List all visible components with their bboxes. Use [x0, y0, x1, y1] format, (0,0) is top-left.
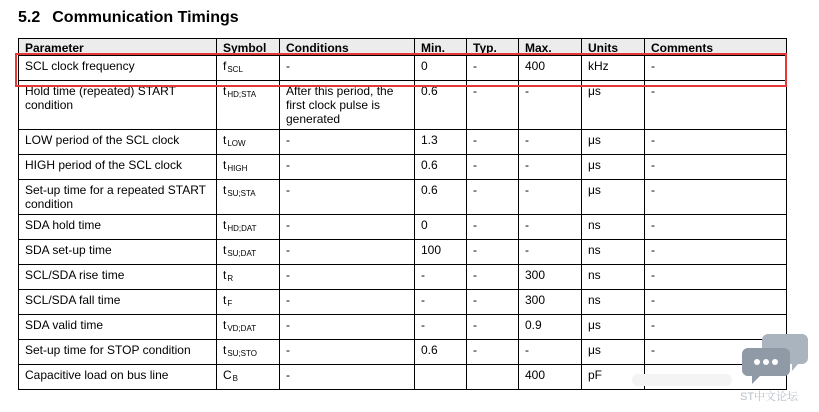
cell-max: -: [519, 180, 582, 215]
section-title: Communication Timings: [52, 9, 239, 26]
symbol-main: t: [223, 133, 227, 147]
cell-min: 0.6: [415, 180, 467, 215]
cell-units: μs: [582, 180, 645, 215]
cell-symbol: [217, 56, 280, 81]
cell-symbol: [217, 365, 280, 390]
cell-symbol: [217, 180, 280, 215]
cell-max: 400: [519, 56, 582, 81]
cell-min: 0.6: [415, 340, 467, 365]
cell-comments: -: [645, 215, 787, 240]
cell-comments: -: [645, 56, 787, 81]
symbol-subscript: F: [227, 299, 233, 308]
cell-units: kHz: [582, 56, 645, 81]
col-header-conditions: Conditions: [280, 39, 415, 56]
cell-conditions: -: [280, 365, 415, 390]
cell-units: μs: [582, 155, 645, 180]
cell-units: ns: [582, 215, 645, 240]
cell-conditions: -: [280, 56, 415, 81]
symbol-main: t: [223, 293, 227, 307]
cell-comments: -: [645, 81, 787, 130]
cell-symbol: [217, 130, 280, 155]
col-header-symbol: Symbol: [217, 39, 280, 56]
col-header-max: Max.: [519, 39, 582, 56]
cell-comments: -: [645, 240, 787, 265]
cell-comments: -: [645, 130, 787, 155]
watermark-text: ST中文论坛: [740, 391, 799, 403]
cell-conditions: -: [280, 315, 415, 340]
cell-max: -: [519, 215, 582, 240]
cell-max: -: [519, 81, 582, 130]
watermark-blur: [632, 374, 732, 386]
section-number: 5.2: [18, 9, 41, 26]
cell-max: 300: [519, 265, 582, 290]
cell-min: [415, 365, 467, 390]
table-row: [19, 240, 787, 265]
cell-min: -: [415, 315, 467, 340]
symbol-subscript: VD;DAT: [227, 324, 257, 333]
symbol-main: t: [223, 343, 227, 357]
cell-min: 0.6: [415, 155, 467, 180]
cell-max: -: [519, 240, 582, 265]
symbol-main: C: [223, 368, 232, 382]
cell-typ: -: [467, 81, 519, 130]
cell-parameter: SDA set-up time: [19, 240, 217, 265]
cell-units: μs: [582, 340, 645, 365]
table-row: [19, 130, 787, 155]
symbol-main: t: [223, 158, 227, 172]
cell-symbol: [217, 215, 280, 240]
cell-conditions: -: [280, 265, 415, 290]
cell-parameter: Set-up time for STOP condition: [19, 340, 217, 365]
table-row: [19, 56, 787, 81]
cell-max: 0.9: [519, 315, 582, 340]
cell-comments: -: [645, 290, 787, 315]
cell-parameter: Hold time (repeated) START condition: [19, 81, 217, 130]
symbol-main: t: [223, 218, 227, 232]
cell-typ: -: [467, 180, 519, 215]
cell-parameter: SDA hold time: [19, 215, 217, 240]
cell-max: 300: [519, 290, 582, 315]
cell-min: -: [415, 290, 467, 315]
cell-typ: -: [467, 155, 519, 180]
table-header-row: [19, 39, 787, 56]
cell-parameter: Capacitive load on bus line: [19, 365, 217, 390]
cell-conditions: -: [280, 240, 415, 265]
cell-parameter: SCL clock frequency: [19, 56, 217, 81]
cell-symbol: [217, 315, 280, 340]
cell-comments: -: [645, 155, 787, 180]
cell-min: 1.3: [415, 130, 467, 155]
cell-comments: -: [645, 340, 787, 365]
symbol-subscript: SU;STA: [227, 189, 256, 198]
cell-symbol: [217, 240, 280, 265]
table-row: [19, 265, 787, 290]
cell-conditions: After this period, the first clock pulse is generated: [280, 81, 415, 130]
cell-typ: -: [467, 56, 519, 81]
table-row: [19, 215, 787, 240]
symbol-subscript: SU;DAT: [227, 249, 257, 258]
cell-symbol: [217, 290, 280, 315]
cell-parameter: SCL/SDA rise time: [19, 265, 217, 290]
cell-symbol: [217, 81, 280, 130]
cell-parameter: SCL/SDA fall time: [19, 290, 217, 315]
cell-units: ns: [582, 265, 645, 290]
cell-typ: [467, 365, 519, 390]
cell-typ: -: [467, 340, 519, 365]
symbol-subscript: SU;STO: [227, 349, 257, 358]
col-header-min: Min.: [415, 39, 467, 56]
col-header-parameter: Parameter: [19, 39, 217, 56]
watermark: [632, 322, 817, 408]
cell-conditions: -: [280, 215, 415, 240]
cell-units: ns: [582, 240, 645, 265]
cell-max: -: [519, 130, 582, 155]
chat-bubble-icon: [740, 330, 810, 386]
col-header-units: Units: [582, 39, 645, 56]
cell-symbol: [217, 265, 280, 290]
cell-symbol: [217, 155, 280, 180]
cell-units: μs: [582, 315, 645, 340]
cell-max: -: [519, 340, 582, 365]
cell-units: μs: [582, 81, 645, 130]
symbol-subscript: R: [227, 274, 234, 283]
symbol-subscript: HIGH: [227, 164, 248, 173]
cell-min: 100: [415, 240, 467, 265]
cell-comments: -: [645, 180, 787, 215]
cell-max: 400: [519, 365, 582, 390]
cell-typ: -: [467, 215, 519, 240]
col-header-typ: Typ.: [467, 39, 519, 56]
cell-parameter: HIGH period of the SCL clock: [19, 155, 217, 180]
cell-units: μs: [582, 130, 645, 155]
symbol-main: t: [223, 268, 227, 282]
cell-min: 0.6: [415, 81, 467, 130]
symbol-subscript: B: [232, 374, 239, 383]
symbol-subscript: LOW: [227, 139, 246, 148]
cell-min: 0: [415, 56, 467, 81]
cell-typ: -: [467, 240, 519, 265]
cell-units: pF: [582, 365, 645, 390]
cell-typ: -: [467, 130, 519, 155]
section-heading: [18, 9, 239, 27]
cell-symbol: [217, 340, 280, 365]
cell-conditions: -: [280, 180, 415, 215]
cell-parameter: SDA valid time: [19, 315, 217, 340]
cell-parameter: LOW period of the SCL clock: [19, 130, 217, 155]
cell-comments: -: [645, 315, 787, 340]
cell-conditions: -: [280, 290, 415, 315]
cell-parameter: Set-up time for a repeated START condition: [19, 180, 217, 215]
cell-min: 0: [415, 215, 467, 240]
cell-max: -: [519, 155, 582, 180]
symbol-main: t: [223, 243, 227, 257]
cell-conditions: -: [280, 155, 415, 180]
table-row: [19, 81, 787, 130]
cell-conditions: -: [280, 340, 415, 365]
cell-units: ns: [582, 290, 645, 315]
cell-typ: -: [467, 290, 519, 315]
symbol-main: t: [223, 84, 227, 98]
table-row: [19, 290, 787, 315]
symbol-subscript: HD;STA: [227, 90, 257, 99]
table-row: [19, 180, 787, 215]
cell-conditions: -: [280, 130, 415, 155]
col-header-comments: Comments: [645, 39, 787, 56]
symbol-main: t: [223, 183, 227, 197]
cell-min: -: [415, 265, 467, 290]
cell-comments: -: [645, 265, 787, 290]
symbol-subscript: HD;DAT: [227, 224, 257, 233]
symbol-subscript: SCL: [227, 65, 243, 74]
symbol-main: t: [223, 318, 227, 332]
cell-typ: -: [467, 315, 519, 340]
symbol-main: f: [223, 59, 227, 73]
cell-typ: -: [467, 265, 519, 290]
table-row: [19, 155, 787, 180]
